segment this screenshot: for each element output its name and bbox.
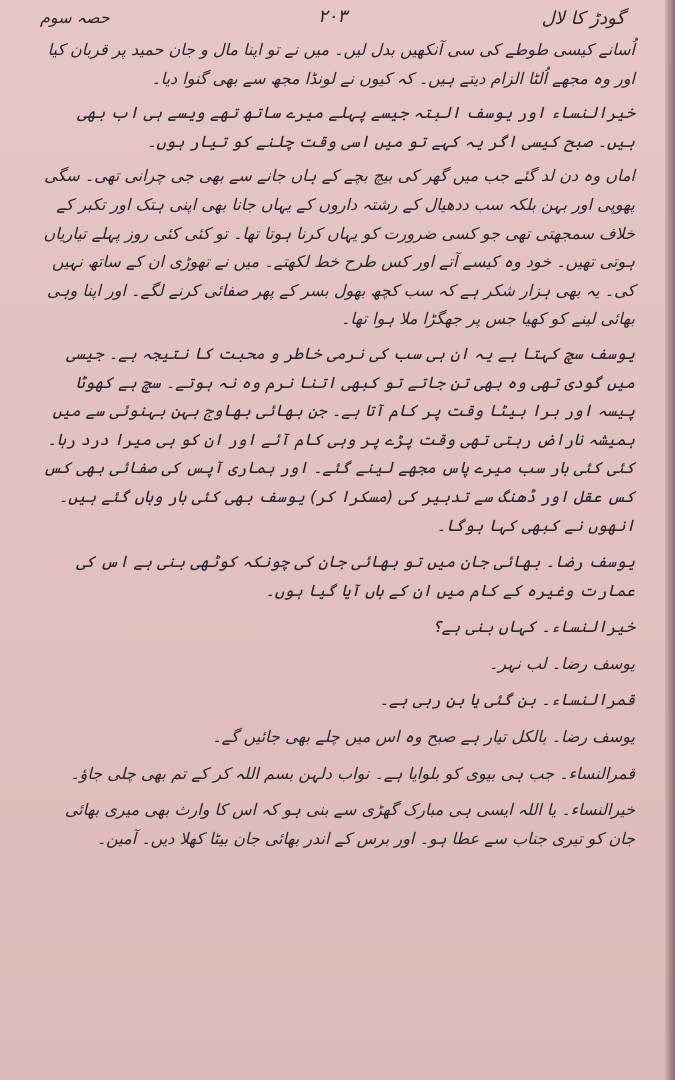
page-edge xyxy=(665,0,675,1080)
page-number: ۲۰۳ xyxy=(317,6,348,27)
dialogue-line: خیرالنساء۔ یا اللہ ایسی ہی مبارک گھڑی سے بنی ہو کہ اس کا وارث بھی میری بھائی جان کو تیری جناب سے عطا ہو۔ اور برس کے اندر بھائی جان بیٹا کھلا دیں۔ آمین۔ xyxy=(64,800,635,848)
dialogue-line: قمرالنساء۔ بن گئی یا بن رہی ہے۔ xyxy=(379,690,635,710)
paragraph: یوسف سچ کہتا ہے یہ ان ہی سب کی نرمی خاطر و محبت کا نتیجہ ہے۔ جیسی میں گودی تھی وہ بھی تن جاتے تو کبھی اتنا نرم وہ نہ ہوتے۔ سچ ہے کھوٹا پیسہ اور برا بیٹا وقت پر کام آتا ہے۔ جن بھائی بھاوج بہن بہنوئی سے میں ہمیشہ ناراض رہتی تھی وقت پڑے پر وہی کام آئے اور ان کو ہی میرا درد رہا۔ کئی کئی بار سب میرے پاس مجھے لینے گئے۔ اور ہماری آپس کی صفائی بھی کس کس عقل اور ڈھنگ سے تدبیر کی (مسکرا کر) یوسف بھی کئی بار وہاں گئے ہیں۔ انھوں نے کبھی کہا ہوگا۔ xyxy=(43,343,635,535)
dialogue-line: یوسف رضا۔ بالکل تیار ہے صبح وہ اس میں چلے بھی جائیں گے۔ xyxy=(212,727,635,747)
dialogue-line: قمرالنساء۔ جب ہی بیوی کو بلوایا ہے۔ نواب دلہن بسم اللہ کر کے تم بھی چلی جاؤ۔ xyxy=(70,763,635,783)
dialogue-line: یوسف رضا۔ لب نہر۔ xyxy=(488,653,635,673)
page-body xyxy=(36,36,635,861)
book-title: گودڑ کا لال xyxy=(541,8,625,29)
dialogue-line: یوسف رضا۔ بھائی جان میں تو بھائی جان کی چونکہ کوٹھی بنی ہے اس کی عمارت وغیرہ کے کام میں ان کے ہاں آیا گیا ہوں۔ xyxy=(76,552,635,600)
paragraph: خیرالنساء اور یوسف البتہ جیسے پہلے میرے ساتھ تھے ویسے ہی اب بھی ہیں۔ صبح کیسی اگر یہ کہے تو میں اسی وقت چلنے کو تیار ہوں۔ xyxy=(77,103,635,151)
page-header xyxy=(40,4,625,36)
part-label: حصہ سوم xyxy=(40,8,110,27)
paragraph: اُسانے کیسی طوطے کی سی آنکھیں بدل لیں۔ میں نے تو اپنا مال و جان حمید پر قربان کیا اور وہ مجھے اُلٹا الزام دیتے ہیں۔ کہ کیوں نے لونڈا مجھ سے بھی گنوا دیا۔ xyxy=(47,40,635,88)
paragraph: اماں وہ دن لد گئے جب میں گھر کی بیچ بچے کے ہاں جانے سے بھی جی چرانی تھی۔ سگی پھوپی اور بہن بلکہ سب ددھیال کے رشتہ داروں کے یہاں جانا بھی اپنی ہتک اور تکبر کے خلاف سمجھتی تھی جو کسی ضرورت کو یہاں کرنا ہوتا تھا۔ تو کئی کئی روز پہلے تیاریاں ہوتی تھیں۔ خود وہ کیسے آتے اور کس طرح خط لکھتے۔ میں نے تھوڑی ان کے ساتھ نہیں کی۔ یہ بھی ہزار شکر ہے کہ سب کچھ بھول بسر کے پھر صفائی کرنے لگے۔ اور اپنا وہی بھائی لینے کو کھیا جس پر جھگڑا ملا ہوا تھا۔ xyxy=(43,166,635,329)
dialogue-line: خیرالنساء۔ کہاں بنی ہے؟ xyxy=(432,617,635,637)
